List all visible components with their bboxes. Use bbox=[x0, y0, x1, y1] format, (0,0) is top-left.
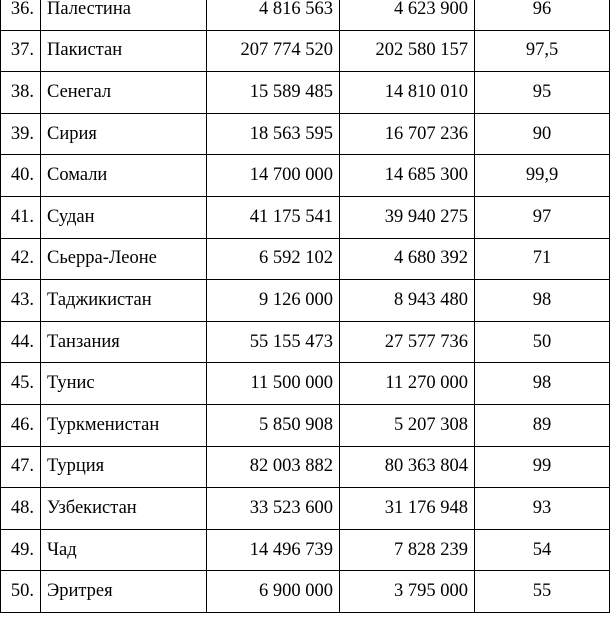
table-row bbox=[1, 529, 610, 571]
country-name: Тунис bbox=[41, 363, 207, 405]
table-row bbox=[1, 238, 610, 280]
muslim-percent-value: 89 bbox=[475, 404, 610, 446]
muslim-population-value: 5 207 308 bbox=[340, 404, 475, 446]
country-name: Эритрея bbox=[41, 571, 207, 613]
muslim-percent-value: 98 bbox=[475, 363, 610, 405]
table-row bbox=[1, 321, 610, 363]
country-name: Туркменистан bbox=[41, 404, 207, 446]
population-value: 41 175 541 bbox=[207, 196, 340, 238]
table-row bbox=[1, 363, 610, 405]
muslim-percent-value: 97,5 bbox=[475, 30, 610, 72]
muslim-population-value: 80 363 804 bbox=[340, 446, 475, 488]
muslim-population-value: 39 940 275 bbox=[340, 196, 475, 238]
row-number: 38. bbox=[1, 72, 41, 114]
population-value: 82 003 882 bbox=[207, 446, 340, 488]
muslim-population-value: 14 810 010 bbox=[340, 72, 475, 114]
muslim-percent-value: 97 bbox=[475, 196, 610, 238]
muslim-percent-value: 54 bbox=[475, 529, 610, 571]
population-value: 9 126 000 bbox=[207, 280, 340, 322]
table-row bbox=[1, 30, 610, 72]
muslim-population-value: 27 577 736 bbox=[340, 321, 475, 363]
muslim-population-value: 202 580 157 bbox=[340, 30, 475, 72]
country-name: Сирия bbox=[41, 113, 207, 155]
muslim-population-value: 3 795 000 bbox=[340, 571, 475, 613]
country-name: Сомали bbox=[41, 155, 207, 197]
table-row bbox=[1, 446, 610, 488]
row-number: 47. bbox=[1, 446, 41, 488]
muslim-population-value: 16 707 236 bbox=[340, 113, 475, 155]
population-value: 14 700 000 bbox=[207, 155, 340, 197]
table-row bbox=[1, 155, 610, 197]
table-body bbox=[1, 0, 610, 612]
table-row bbox=[1, 571, 610, 613]
table-row bbox=[1, 280, 610, 322]
country-name: Танзания bbox=[41, 321, 207, 363]
muslim-percent-value: 55 bbox=[475, 571, 610, 613]
population-value: 55 155 473 bbox=[207, 321, 340, 363]
country-name: Турция bbox=[41, 446, 207, 488]
table-row bbox=[1, 0, 610, 30]
muslim-percent-value: 99,9 bbox=[475, 155, 610, 197]
population-value: 11 500 000 bbox=[207, 363, 340, 405]
population-value: 33 523 600 bbox=[207, 488, 340, 530]
row-number: 45. bbox=[1, 363, 41, 405]
row-number: 36. bbox=[1, 0, 41, 30]
country-name: Сенегал bbox=[41, 72, 207, 114]
row-number: 41. bbox=[1, 196, 41, 238]
row-number: 40. bbox=[1, 155, 41, 197]
muslim-population-value: 7 828 239 bbox=[340, 529, 475, 571]
muslim-percent-value: 96 bbox=[475, 0, 610, 30]
muslim-population-value: 8 943 480 bbox=[340, 280, 475, 322]
table-row bbox=[1, 488, 610, 530]
muslim-percent-value: 50 bbox=[475, 321, 610, 363]
row-number: 50. bbox=[1, 571, 41, 613]
row-number: 39. bbox=[1, 113, 41, 155]
row-number: 44. bbox=[1, 321, 41, 363]
muslim-population-value: 31 176 948 bbox=[340, 488, 475, 530]
muslim-population-value: 11 270 000 bbox=[340, 363, 475, 405]
row-number: 48. bbox=[1, 488, 41, 530]
country-name: Чад bbox=[41, 529, 207, 571]
country-name: Узбекистан bbox=[41, 488, 207, 530]
population-value: 4 816 563 bbox=[207, 0, 340, 30]
population-value: 18 563 595 bbox=[207, 113, 340, 155]
muslim-percent-value: 99 bbox=[475, 446, 610, 488]
population-value: 5 850 908 bbox=[207, 404, 340, 446]
population-value: 6 900 000 bbox=[207, 571, 340, 613]
row-number: 37. bbox=[1, 30, 41, 72]
country-name: Пакистан bbox=[41, 30, 207, 72]
muslim-population-value: 4 623 900 bbox=[340, 0, 475, 30]
muslim-percent-value: 93 bbox=[475, 488, 610, 530]
row-number: 42. bbox=[1, 238, 41, 280]
table-row bbox=[1, 404, 610, 446]
country-name: Судан bbox=[41, 196, 207, 238]
population-value: 6 592 102 bbox=[207, 238, 340, 280]
table-row bbox=[1, 72, 610, 114]
row-number: 46. bbox=[1, 404, 41, 446]
population-value: 14 496 739 bbox=[207, 529, 340, 571]
population-value: 15 589 485 bbox=[207, 72, 340, 114]
muslim-population-value: 14 685 300 bbox=[340, 155, 475, 197]
muslim-percent-value: 71 bbox=[475, 238, 610, 280]
table-row bbox=[1, 196, 610, 238]
muslim-population-value: 4 680 392 bbox=[340, 238, 475, 280]
country-name: Сьерра-Леоне bbox=[41, 238, 207, 280]
population-value: 207 774 520 bbox=[207, 30, 340, 72]
row-number: 43. bbox=[1, 280, 41, 322]
muslim-percent-value: 95 bbox=[475, 72, 610, 114]
country-name: Таджикистан bbox=[41, 280, 207, 322]
country-name: Палестина bbox=[41, 0, 207, 30]
muslim-percent-value: 90 bbox=[475, 113, 610, 155]
muslim-percent-value: 98 bbox=[475, 280, 610, 322]
row-number: 49. bbox=[1, 529, 41, 571]
table-row bbox=[1, 113, 610, 155]
